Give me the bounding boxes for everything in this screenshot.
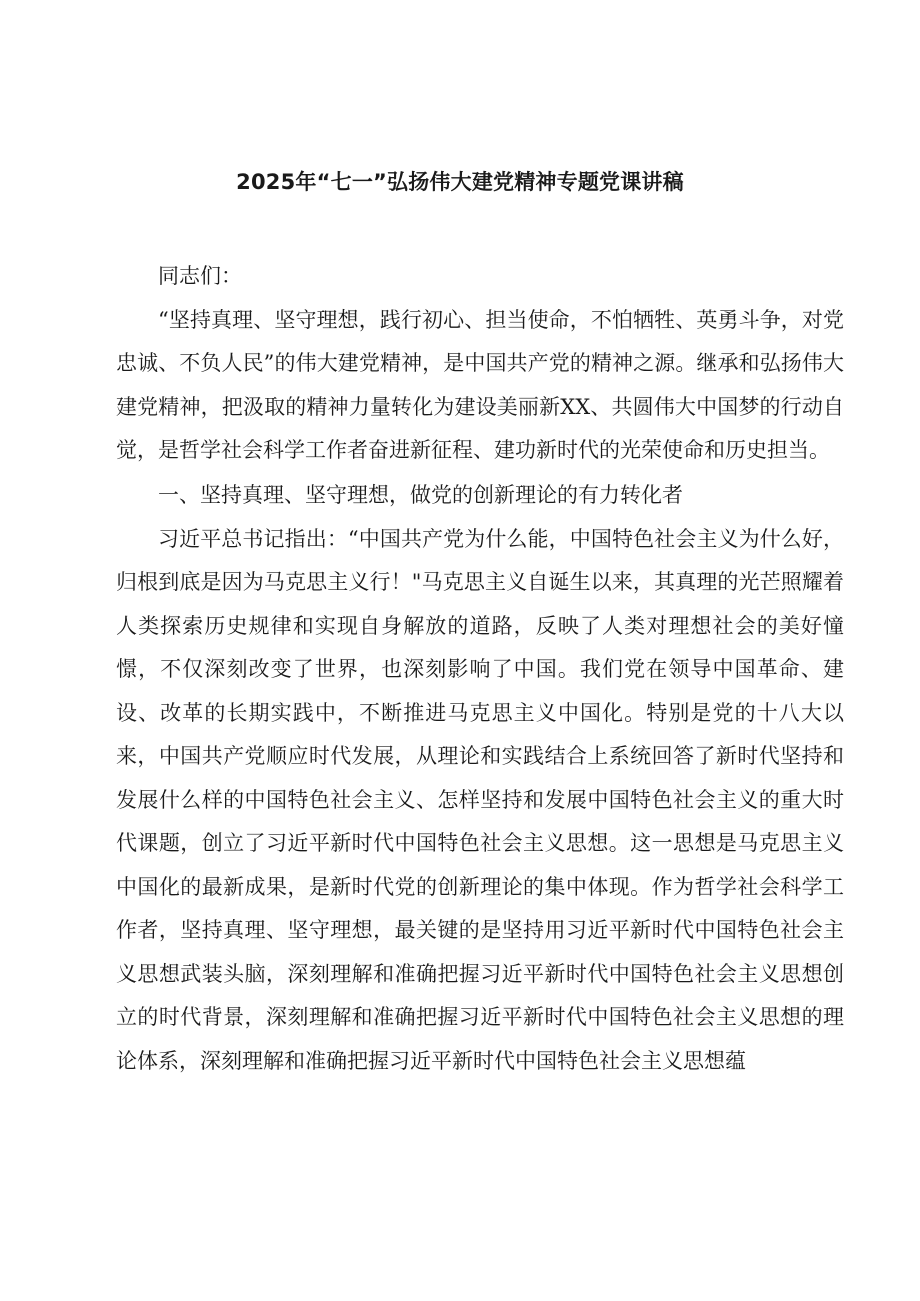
salutation: 同志们：: [158, 264, 242, 288]
document-body: [116, 255, 844, 1083]
section-heading-1: 一、坚持真理、坚守理想，做党的创新理论的有力转化者: [158, 482, 683, 507]
document-title: 2025年“七一”弘扬伟大建党精神专题党课讲稿: [236, 170, 684, 194]
section-1-paragraph: 习近平总书记指出：“中国共产党为什么能，中国特色社会主义为什么好，归根到底是因为马克思主义行！"马克思主义自诞生以来，其真理的光芒照耀着人类探索历史规律和实现自身解放的道路，反映了人类对理想社会的美好憧憬，不仅深刻改变了世界，也深刻影响了中国。我们党在领导中国革命、建设、改革的长期实践中，不断推进马克思主义中国化。特别是党的十八大以来，中国共产党顺应时代发展，从理论和实践结合上系统回答了新时代坚持和发展什么样的中国特色社会主义、怎样坚持和发展中国特色社会主义的重大时代课题，创立了习近平新时代中国特色社会主义思想。这一思想是马克思主义中国化的最新成果，是新时代党的创新理论的集中体现。作为哲学社会科学工作者，坚持真理、坚守理想，最关键的是坚持用习近平新时代中国特色社会主义思想武装头脑，深刻理解和准确把握习近平新时代中国特色社会主义思想创立的时代背景，深刻理解和准确把握习近平新时代中国特色社会主义思想的理论体系，深刻理解和准确把握习近平新时代中国特色社会主义思想蕴: [116, 526, 844, 1073]
intro-paragraph: “坚持真理、坚守理想，践行初心、担当使命，不怕牺牲、英勇斗争，对党忠诚、不负人民”的伟大建党精神，是中国共产党的精神之源。继承和弘扬伟大建党精神，把汲取的精神力量转化为建设美丽新XX、共圆伟大中国梦的行动自觉，是哲学社会科学工作者奋进新征程、建功新时代的光荣使命和历史担当。: [116, 307, 844, 462]
